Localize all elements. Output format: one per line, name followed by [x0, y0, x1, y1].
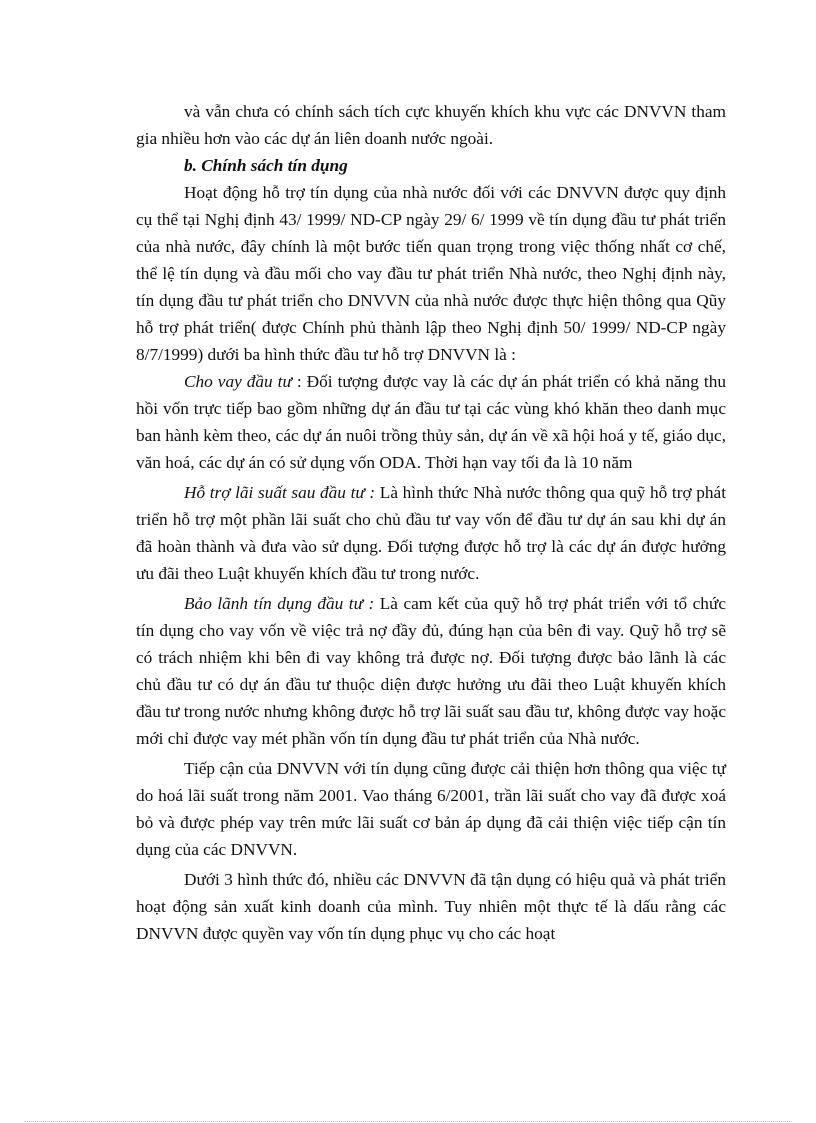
paragraph-investment-loan [136, 368, 726, 476]
interest-support-text: Là hình thức Nhà nước thông qua quỹ hỗ trợ phát triển hỗ trợ một phần lãi suất cho chủ đầu tư vay vốn để đầu tư dự án sau khi dự án đã hoàn thành và đưa vào sử dụng. Đối tượng được hỗ trợ là các dự án được hưởng ưu đãi theo Luật khuyến khích đầu tư trong nước. [136, 483, 726, 583]
page-bottom-divider [24, 1121, 792, 1122]
paragraph-intro: và vẫn chưa có chính sách tích cực khuyến khích khu vực các DNVVN tham gia nhiều hơn vào các dự án liên doanh nước ngoài. [136, 102, 726, 148]
investment-loan-term: Cho vay đầu tư [184, 372, 292, 391]
paragraph-conclusion: Dưới 3 hình thức đó, nhiều các DNVVN đã tận dụng có hiệu quả và phát triển hoạt động sản xuất kinh doanh của mình. Tuy nhiên một thực tế là dấu rằng các DNVVN được quyền vay vốn tín dụng phục vụ cho các hoạt [136, 870, 726, 943]
credit-guarantee-text: Là cam kết của quỹ hỗ trợ phát triển với tổ chức tín dụng cho vay vốn về việc trả nợ đầy đủ, đúng hạn của bên đi vay. Quỹ hỗ trợ sẽ có trách nhiệm khi bên đi vay không trả được nợ. Đối tượng được bảo lãnh là các chủ đầu tư có dự án đầu tư thuộc diện được hưởng ưu đãi theo Luật khuyến khích đầu tư trong nước nhưng không được hỗ trợ lãi suất sau đầu tư, không được vay hoặc mới chỉ được vay mét phần vốn tín dụng đầu tư phát triển của Nhà nước. [136, 594, 726, 748]
document-page [136, 98, 726, 947]
paragraph-credit-support: Hoạt động hỗ trợ tín dụng của nhà nước đối với các DNVVN được quy định cụ thể tại Nghị định 43/ 1999/ ND-CP ngày 29/ 6/ 1999 về tín dụng đầu tư phát triển của nhà nước, đây chính là một bước tiến quan trọng trong việc thống nhất cơ chế, thể lệ tín dụng và đầu mối cho vay đầu tư phát triển Nhà nước, theo Nghị định này, tín dụng đầu tư phát triển cho DNVVN của nhà nước được thực hiện thông qua Qũy hỗ trợ phát triển( được Chính phủ thành lập theo Nghị định 50/ 1999/ ND-CP ngày 8/7/1999) dưới ba hình thức đầu tư hỗ trợ DNVVN là : [136, 183, 726, 364]
paragraph-credit-guarantee [136, 590, 726, 752]
paragraph-interest-support [136, 479, 726, 587]
investment-loan-text: : Đối tượng được vay là các dự án phát triển có khả năng thu hồi vốn trực tiếp bao gồm những dự án đầu tư tại các vùng khó khăn theo danh mục ban hành kèm theo, các dự án nuôi trồng thủy sản, dự án về xã hội hoá y tế, giáo dục, văn hoá, các dự án có sử dụng vốn ODA. Thời hạn vay tối đa là 10 năm [136, 372, 726, 472]
interest-support-term: Hỗ trợ lãi suất sau đầu tư : [184, 483, 376, 502]
paragraph-credit-access: Tiếp cận của DNVVN với tín dụng cũng được cải thiện hơn thông qua việc tự do hoá lãi suất trong năm 2001. Vao tháng 6/2001, trần lãi suất cho vay đã được xoá bỏ và được phép vay trên mức lãi suất cơ bản áp dụng đã cải thiện việc tiếp cận tín dụng của các DNVVN. [136, 759, 726, 859]
section-heading: b. Chính sách tín dụng [184, 156, 348, 175]
credit-guarantee-term: Bảo lãnh tín dụng đầu tư : [184, 594, 375, 613]
